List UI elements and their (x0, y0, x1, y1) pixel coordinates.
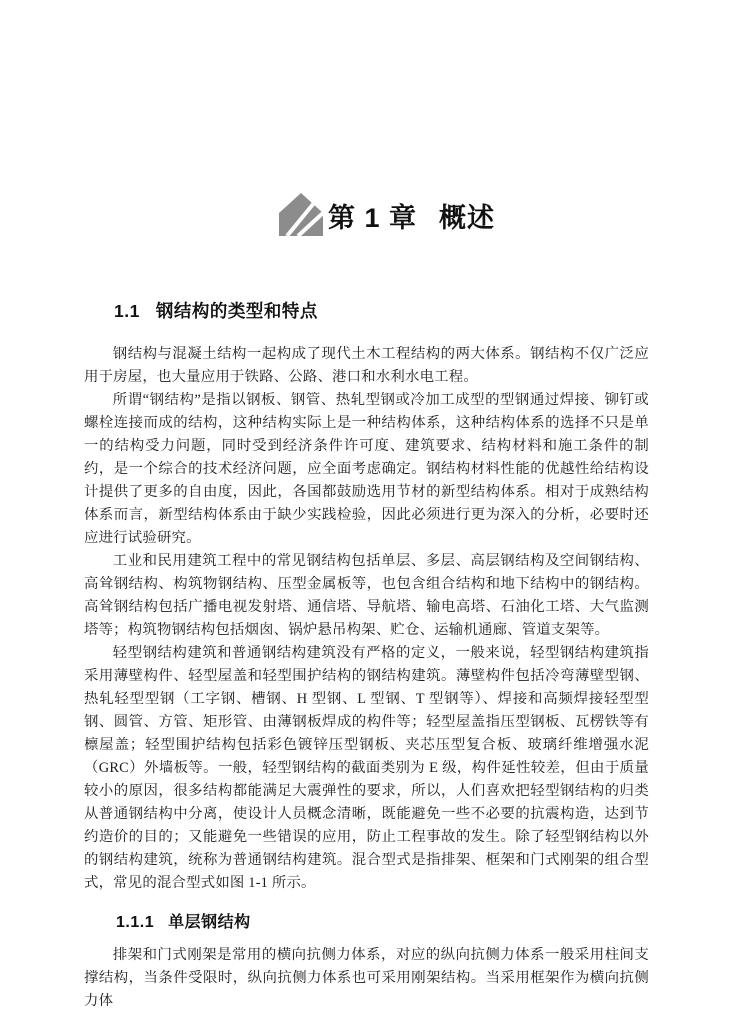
section-number: 1.1 (114, 301, 140, 321)
chapter-title: 概述 (439, 202, 496, 233)
subsection-heading (116, 909, 649, 932)
house-icon (276, 190, 326, 238)
paragraph-4: 轻型钢结构建筑和普通钢结构建筑没有严格的定义，一般来说，轻型钢结构建筑指采用薄壁构件、轻型屋盖和轻型围护结构的钢结构建筑。薄壁构件包括冷弯薄壁型钢、热轧轻型型钢（工字钢、槽钢、H 型钢、L 型钢、T 型钢等）、焊接和高频焊接轻型型钢、圆管、方管、矩形管、由薄钢板焊成的构件等；轻型屋盖指压型钢板、瓦楞铁等有檩屋盖；轻型围护结构包括彩色镀锌压型钢板、夹芯压型复合板、玻璃纤维增强水泥（GRC）外墙板等。一般，轻型钢结构的截面类别为 E 级，构件延性较差，但由于质量较小的原因，很多结构都能满足大震弹性的要求，所以，人们喜欢把轻型钢结构的归类从普通钢结构中分离，使设计人员概念清晰，既能避免一些不必要的抗震构造，达到节约造价的目的；又能避免一些错误的应用，防止工程事故的发生。除了轻型钢结构以外的钢结构建筑，统称为普通钢结构建筑。混合型式是指排架、框架和门式刚架的组合型式，常见的混合型式如图 1-1 所示。 (84, 645, 649, 891)
page-content (84, 298, 649, 1013)
paragraph-1: 钢结构与混凝土结构一起构成了现代土木工程结构的两大体系。钢结构不仅广泛应用于房屋，也大量应用于铁路、公路、港口和水利水电工程。 (84, 346, 649, 385)
section-title: 钢结构的类型和特点 (155, 301, 318, 321)
subsection-paragraph-1: 排架和门式刚架是常用的横向抗侧力体系，对应的纵向抗侧力体系一般采用柱间支撑结构，当条件受限时，纵向抗侧力体系也可采用刚架结构。当采用框架作为横向抗侧力体 (84, 947, 649, 1009)
paragraph-3: 工业和民用建筑工程中的常见钢结构包括单层、多层、高层钢结构及空间钢结构、高耸钢结构、构筑物钢结构、压型金属板等，也包含组合结构和地下结构中的钢结构。高耸钢结构包括广播电视发射塔、通信塔、导航塔、输电高塔、石油化工塔、大气监测塔等；构筑物钢结构包括烟囱、锅炉悬吊构架、贮仓、运输机通廊、管道支架等。 (84, 553, 649, 638)
chapter-text (328, 202, 495, 234)
section-heading (114, 298, 649, 323)
subsection-title: 单层钢结构 (168, 914, 251, 931)
chapter-number: 第 1 章 (328, 202, 418, 233)
chapter-heading (276, 186, 495, 234)
paragraph-2: 所谓“钢结构”是指以钢板、钢管、热轧型钢或冷加工成型的型钢通过焊接、铆钉或螺栓连接而成的结构，这种结构实际上是一种结构体系，这种结构体系的选择不只是单一的结构受力问题，同时受到经济条件许可度、建筑要求、结构材料和施工条件的制约，是一个综合的技术经济问题，应全面考虑确定。钢结构材料性能的优越性给结构设计提供了更多的自由度，因此，各国都鼓励选用节材的新型结构体系。相对于成熟结构体系而言，新型结构体系由于缺少实践检验，因此必须进行更为深入的分析，必要时还应进行试验研究。 (84, 392, 649, 546)
subsection-number: 1.1.1 (116, 914, 155, 931)
